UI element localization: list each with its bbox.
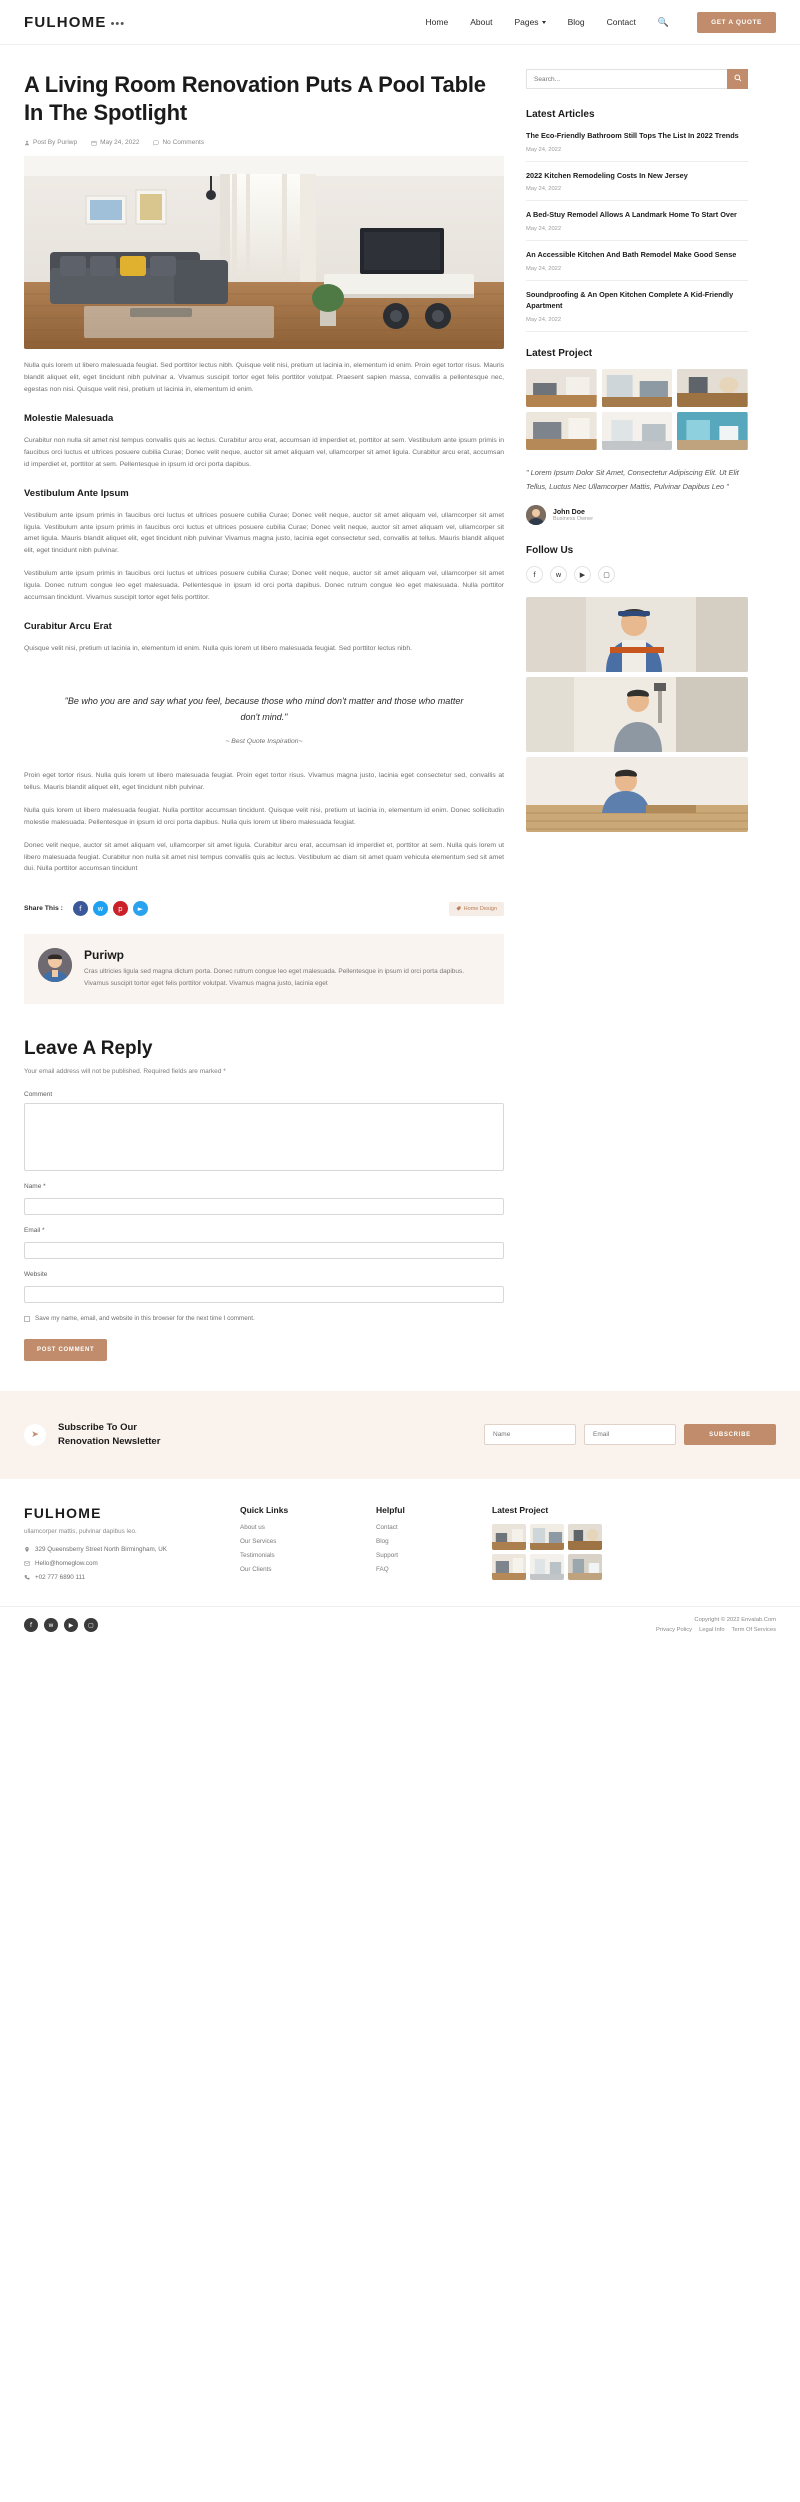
testimonial-author — [526, 505, 748, 525]
tag-label: Home Design — [463, 905, 497, 912]
footer-link[interactable]: About us — [240, 1524, 265, 1532]
testimonial-role: Business Owner — [553, 515, 594, 522]
author-bio: Cras ultricies ligula sed magna dictum porta. Donec rutrum congue leo eget malesuada. Pellentesque in ipsum id orci porta dapibus. Vivamus suscipit tortor eget felis porttitor volutpat. Vivamus magna justo, lacinia eget — [84, 968, 465, 987]
room-thumb-icon — [677, 412, 748, 450]
youtube-icon[interactable]: ▶ — [574, 566, 591, 583]
list-item[interactable] — [526, 249, 748, 281]
footer-phone[interactable] — [24, 1574, 214, 1581]
website-label: Website — [24, 1270, 48, 1278]
footer-bottom-bar — [0, 1606, 800, 1643]
site-header — [0, 0, 800, 45]
article-column — [24, 69, 504, 1361]
logo[interactable] — [24, 14, 125, 31]
newsletter-name-input[interactable] — [484, 1424, 576, 1445]
section-1-paragraph: Curabitur non nulla sit amet nisl tempus convallis quis ac lectus. Curabitur arcu erat, accumsan id imperdiet et, porttitor at sem. Vestibulum ante ipsum primis in faucibus orci luctus et ultrices posuere cubilia Curae; Donec velit neque, auctor sit amet aliquam vel, ullamcorper sit amet ligula. Curabitur arcu erat, accumsan id imperdiet et, porttitor at sem. Pellentesque in ipsum id orci porta dapibus. — [24, 436, 504, 468]
room-thumb-icon — [568, 1524, 602, 1550]
footer-project-grid — [492, 1524, 602, 1580]
calendar-icon — [91, 140, 97, 146]
share-label: Share This : — [24, 905, 63, 913]
status-badge[interactable] — [449, 902, 504, 916]
instagram-photo[interactable] — [526, 597, 748, 672]
avatar — [526, 505, 546, 525]
intro-paragraph: Nulla quis lorem ut libero malesuada feugiat. Sed porttitor lectus nibh. Quisque velit nisi, pretium ut lacinia in, elementum id enim. Proin eget tortor risus. Mauris blandit aliquet elit, eget tincidunt nibh pulvinar a. Vivamus suscipit tortor eget felis porttitor volutpat. Praesent sapien massa, convallis a pellentesque nec, egestas non nisi. Quisque velit nisi, pretium ut lacinia in, elementum id enim. — [24, 362, 504, 394]
living-room-illustration — [24, 156, 504, 349]
footer-col-title: Helpful — [376, 1505, 405, 1516]
meta-comments-text: No Comments — [162, 139, 205, 147]
article-title: 2022 Kitchen Remodeling Costs In New Jersey — [526, 170, 688, 180]
nav-item-contact[interactable] — [607, 17, 636, 27]
save-info-row[interactable] — [24, 1315, 504, 1322]
instagram-photo[interactable] — [526, 757, 748, 832]
copyright-text: Copyright © 2022 Envalab.Com — [694, 1617, 776, 1624]
section-heading-3: Curabitur Arcu Erat — [24, 620, 112, 632]
section-2-paragraph-1: Vestibulum ante ipsum primis in faucibus orci luctus et ultrices posuere cubilia Curae; Donec velit neque, auctor sit amet aliquam vel, ullamcorper sit amet ligula. Vestibulum ante ipsum primis in faucibus orci luctus et ultrices posuere cubilia Curae; Donec velit neque, auctor sit amet aliquam vel, ullamcorper sit amet ligula. Mauris blandit aliquet elit, eget tincidunt nibh pulvinar Vivamus magna justo, lacinia eget consectetur sed, convallis at tellus. Mauris blandit aliquet elit, eget tincidunt nibh pulvinar. — [24, 511, 504, 555]
page-body — [0, 45, 800, 1361]
latest-articles-title: Latest Articles — [526, 109, 595, 120]
room-thumb-icon — [677, 369, 748, 407]
project-thumbnail[interactable] — [568, 1554, 602, 1580]
list-item[interactable] — [526, 289, 748, 332]
article-title: The Eco-Friendly Bathroom Still Tops The List In 2022 Trends — [526, 131, 739, 140]
youtube-icon[interactable]: ▶ — [64, 1618, 78, 1632]
post-meta — [24, 139, 504, 146]
testimonial-name: John Doe — [553, 508, 585, 516]
footer-quick-links-col — [240, 1505, 350, 1580]
email-field-group — [24, 1227, 504, 1259]
facebook-icon[interactable]: f — [526, 566, 543, 583]
nav-item-blog[interactable] — [568, 17, 585, 27]
room-thumb-icon — [568, 1554, 602, 1580]
project-thumbnail-grid — [526, 369, 748, 450]
project-thumbnail[interactable] — [526, 369, 597, 407]
newsletter-title: Subscribe To Our Renovation Newsletter — [58, 1421, 161, 1447]
twitter-icon[interactable]: w — [44, 1618, 58, 1632]
mail-icon — [24, 1560, 30, 1567]
meta-date — [91, 139, 139, 146]
main-nav — [426, 12, 776, 33]
project-thumbnail[interactable] — [602, 369, 673, 407]
footer-link[interactable]: Support — [376, 1552, 399, 1560]
nav-item-about[interactable] — [470, 17, 492, 27]
room-thumb-icon — [492, 1554, 526, 1580]
name-field-group — [24, 1183, 504, 1215]
section-heading-2: Vestibulum Ante Ipsum — [24, 487, 129, 499]
comment-input[interactable] — [24, 1103, 504, 1171]
project-thumbnail[interactable] — [602, 412, 673, 450]
nav-label: Blog — [567, 17, 585, 27]
closing-paragraph-3: Donec velit neque, auctor sit amet aliquam vel, ullamcorper sit amet ligula. Curabitur arcu erat, accumsan id imperdiet et, porttitor at sem. Nulla quis lorem ut libero malesuada feugiat. Curabitur non nulla sit amet nisl tempus convallis quis ac lectus. Vestibulum ac diam sit amet quam vehicula elementum sed sit amet dui. Nulla porttitor accumsan tincidunt — [24, 841, 504, 873]
avatar — [38, 948, 72, 982]
get-a-quote-button[interactable]: GET A QUOTE — [697, 12, 776, 33]
footer-col-title: Quick Links — [240, 1505, 289, 1516]
logo-dots: ••• — [110, 17, 126, 30]
room-thumb-icon — [530, 1554, 564, 1580]
phone-icon — [24, 1574, 30, 1581]
section-2-paragraph-2: Vestibulum ante ipsum primis in faucibus orci luctus et ultrices posuere cubilia Curae; Donec velit neque, auctor sit amet aliquam vel, ullamcorper sit amet ligula. Donec rutrum congue leo eget malesuada. Pellentesque in ipsum id orci porta dapibus. Donec rutrum congue leo eget malesuada. Nulla porttitor accumsan tincidunt. Vivamus suscipit tortor eget felis porttitor. — [24, 570, 504, 601]
chevron-down-icon — [542, 21, 546, 24]
leave-a-reply-heading: Leave A Reply — [24, 1037, 153, 1059]
author-name: Puriwp — [84, 948, 125, 963]
article-date: May 24, 2022 — [526, 265, 562, 272]
nav-item-home[interactable] — [426, 17, 449, 27]
featured-image — [24, 156, 504, 349]
newsletter-email-input[interactable] — [584, 1424, 676, 1445]
reply-note: Your email address will not be published. Required fields are marked * — [24, 1067, 226, 1075]
closing-paragraph-1: Proin eget tortor risus. Nulla quis lorem ut libero malesuada feugiat. Proin eget tortor risus. Vivamus magna justo, lacinia eget consectetur sed, convallis at tellus. Mauris blandit aliquet elit, eget tincidunt nibh pulvinar. — [24, 772, 504, 791]
closing-paragraph-2: Nulla quis lorem ut libero malesuada feugiat. Nulla porttitor accumsan tincidunt. Quisque velit nisi, pretium ut lacinia in, elementum id enim. Donec sollicitudin molestie malesuada. Pellentesque in ipsum id orci porta dapibus. Nulla quis lorem ut libero malesuada feugiat. — [24, 806, 504, 826]
article-title: A Bed-Stuy Remodel Allows A Landmark Home To Start Over — [526, 210, 737, 220]
avatar-illustration — [526, 505, 546, 525]
section-3-paragraph: Quisque velit nisi, pretium ut lacinia in, elementum id enim. Nulla quis lorem ut libero malesuada feugiat. Sed porttitor lectus nibh. — [24, 644, 412, 652]
twitter-icon[interactable]: w — [93, 901, 108, 916]
footer-logo: FULHOME — [24, 1505, 102, 1522]
footer-link[interactable]: Our Clients — [240, 1566, 272, 1574]
instagram-photo[interactable] — [526, 677, 748, 752]
tag-icon — [456, 906, 461, 911]
footer-link[interactable]: Legal Info — [699, 1627, 725, 1634]
sidebar — [526, 69, 748, 837]
newsletter-section — [0, 1391, 800, 1480]
room-thumb-icon — [526, 412, 597, 450]
testimonial-text: " Lorem Ipsum Dolor Sit Amet, Consectetur Adipiscing Elit. Ut Elit Tellus, Luctus Nec Ullamcorper Mattis, Pulvinar Dapibus Leo " — [526, 468, 739, 491]
footer-social — [24, 1618, 98, 1632]
meta-author-text: Post By Puriwp — [33, 139, 78, 147]
nav-label: About — [470, 17, 493, 27]
instagram-icon[interactable]: ▢ — [598, 566, 615, 583]
room-thumb-icon — [602, 412, 673, 450]
user-icon — [24, 140, 30, 146]
footer-link[interactable]: Privacy Policy — [656, 1627, 693, 1634]
footer-link[interactable]: Contact — [376, 1524, 398, 1532]
telegram-icon[interactable]: ► — [133, 901, 148, 916]
footer-address-text: 329 Queensberry Street North Birmingham, UK — [35, 1546, 167, 1554]
save-info-label: Save my name, email, and website in this browser for the next time I comment. — [35, 1314, 255, 1322]
search-icon — [734, 74, 742, 82]
send-icon: ➤ — [24, 1424, 46, 1446]
meta-author — [24, 139, 77, 146]
legal-links — [656, 1627, 776, 1633]
project-thumbnail[interactable] — [677, 412, 748, 450]
facebook-icon[interactable]: f — [73, 901, 88, 916]
pull-quote — [24, 677, 504, 759]
article-title: An Accessible Kitchen And Bath Remodel Make Good Sense — [526, 250, 737, 260]
meta-date-text: May 24, 2022 — [100, 139, 140, 147]
footer-link[interactable]: Testimonials — [240, 1552, 275, 1560]
project-thumbnail[interactable] — [568, 1524, 602, 1550]
footer-legal — [656, 1617, 776, 1633]
room-thumb-icon — [492, 1524, 526, 1550]
nav-label: Pages — [514, 17, 539, 27]
article-date: May 24, 2022 — [526, 317, 562, 324]
newsletter-form — [484, 1424, 776, 1445]
quote-attribution: ~ Best Quote Inspiration~ — [225, 738, 303, 746]
article-date: May 24, 2022 — [526, 186, 562, 193]
footer-col-title: Latest Project — [492, 1505, 549, 1516]
footer-link[interactable]: Blog — [376, 1538, 389, 1546]
search-button[interactable] — [727, 69, 748, 89]
footer-link[interactable]: FAQ — [376, 1566, 389, 1574]
name-label: Name * — [24, 1182, 46, 1190]
list-item[interactable] — [526, 209, 748, 241]
avatar-illustration — [38, 948, 72, 982]
painter-photo-illustration — [526, 677, 748, 752]
footer-email[interactable] — [24, 1560, 214, 1567]
article-title: Soundproofing & An Open Kitchen Complete A Kid-Friendly Apartment — [526, 289, 734, 311]
comment-label: Comment — [24, 1090, 53, 1098]
website-input[interactable] — [24, 1286, 504, 1303]
nav-label: Home — [425, 17, 449, 27]
page-title: A Living Room Renovation Puts A Pool Table In The Spotlight — [24, 72, 486, 126]
footer-brand-col — [24, 1505, 214, 1588]
email-input[interactable] — [24, 1242, 504, 1259]
list-item[interactable] — [526, 130, 748, 162]
footer-helpful-col — [376, 1505, 466, 1580]
footer-project-col — [492, 1505, 602, 1580]
share-row — [24, 901, 504, 916]
search-icon[interactable]: 🔍 — [657, 16, 670, 27]
name-input[interactable] — [24, 1198, 504, 1215]
latest-project-title: Latest Project — [526, 348, 593, 360]
room-thumb-icon — [602, 369, 673, 407]
footer-address — [24, 1546, 214, 1553]
footer-link[interactable]: Our Services — [240, 1538, 277, 1546]
room-thumb-icon — [530, 1524, 564, 1550]
footer-tagline: ullamcorper mattis, pulvinar dapibus leo. — [24, 1528, 137, 1536]
footer-email-text: Hello@homeglow.com — [35, 1560, 98, 1568]
save-info-checkbox[interactable] — [24, 1316, 30, 1322]
project-thumbnail[interactable] — [677, 369, 748, 407]
email-label: Email * — [24, 1226, 45, 1234]
author-box — [24, 934, 504, 1003]
site-footer — [0, 1479, 800, 1606]
project-thumbnail[interactable] — [530, 1524, 564, 1550]
article-date: May 24, 2022 — [526, 226, 562, 233]
comment-icon — [153, 140, 159, 146]
website-field-group — [24, 1271, 504, 1303]
room-thumb-icon — [526, 369, 597, 407]
follow-us-title: Follow Us — [526, 545, 574, 557]
footer-phone-text: +02 777 6890 111 — [35, 1574, 86, 1582]
pinterest-icon[interactable]: p — [113, 901, 128, 916]
twitter-icon[interactable]: w — [550, 566, 567, 583]
facebook-icon[interactable]: f — [24, 1618, 38, 1632]
subscribe-button[interactable]: SUBSCRIBE — [684, 1424, 776, 1445]
project-thumbnail[interactable] — [492, 1554, 526, 1580]
article-date: May 24, 2022 — [526, 146, 562, 153]
list-item[interactable] — [526, 170, 748, 202]
section-heading-1: Molestie Malesuada — [24, 412, 114, 424]
post-comment-button[interactable]: POST COMMENT — [24, 1339, 107, 1361]
quote-text: "Be who you are and say what you feel, because those who mind don't matter and those who matter don't mind." — [64, 695, 464, 723]
comment-field-group — [24, 1091, 504, 1171]
project-thumbnail[interactable] — [530, 1554, 564, 1580]
flooring-photo-illustration — [526, 757, 748, 832]
footer-link[interactable]: Term Of Services — [731, 1627, 776, 1634]
worker-photo-illustration — [526, 597, 748, 672]
social-links — [526, 566, 748, 583]
nav-label: Contact — [606, 17, 636, 27]
instagram-icon[interactable]: ▢ — [84, 1618, 98, 1632]
search-input[interactable] — [526, 69, 727, 89]
logo-text: FULHOME — [24, 13, 107, 31]
project-thumbnail[interactable] — [492, 1524, 526, 1550]
location-icon — [24, 1546, 30, 1553]
nav-item-pages[interactable] — [514, 17, 545, 27]
meta-comments — [153, 139, 204, 146]
sidebar-search — [526, 69, 748, 89]
project-thumbnail[interactable] — [526, 412, 597, 450]
